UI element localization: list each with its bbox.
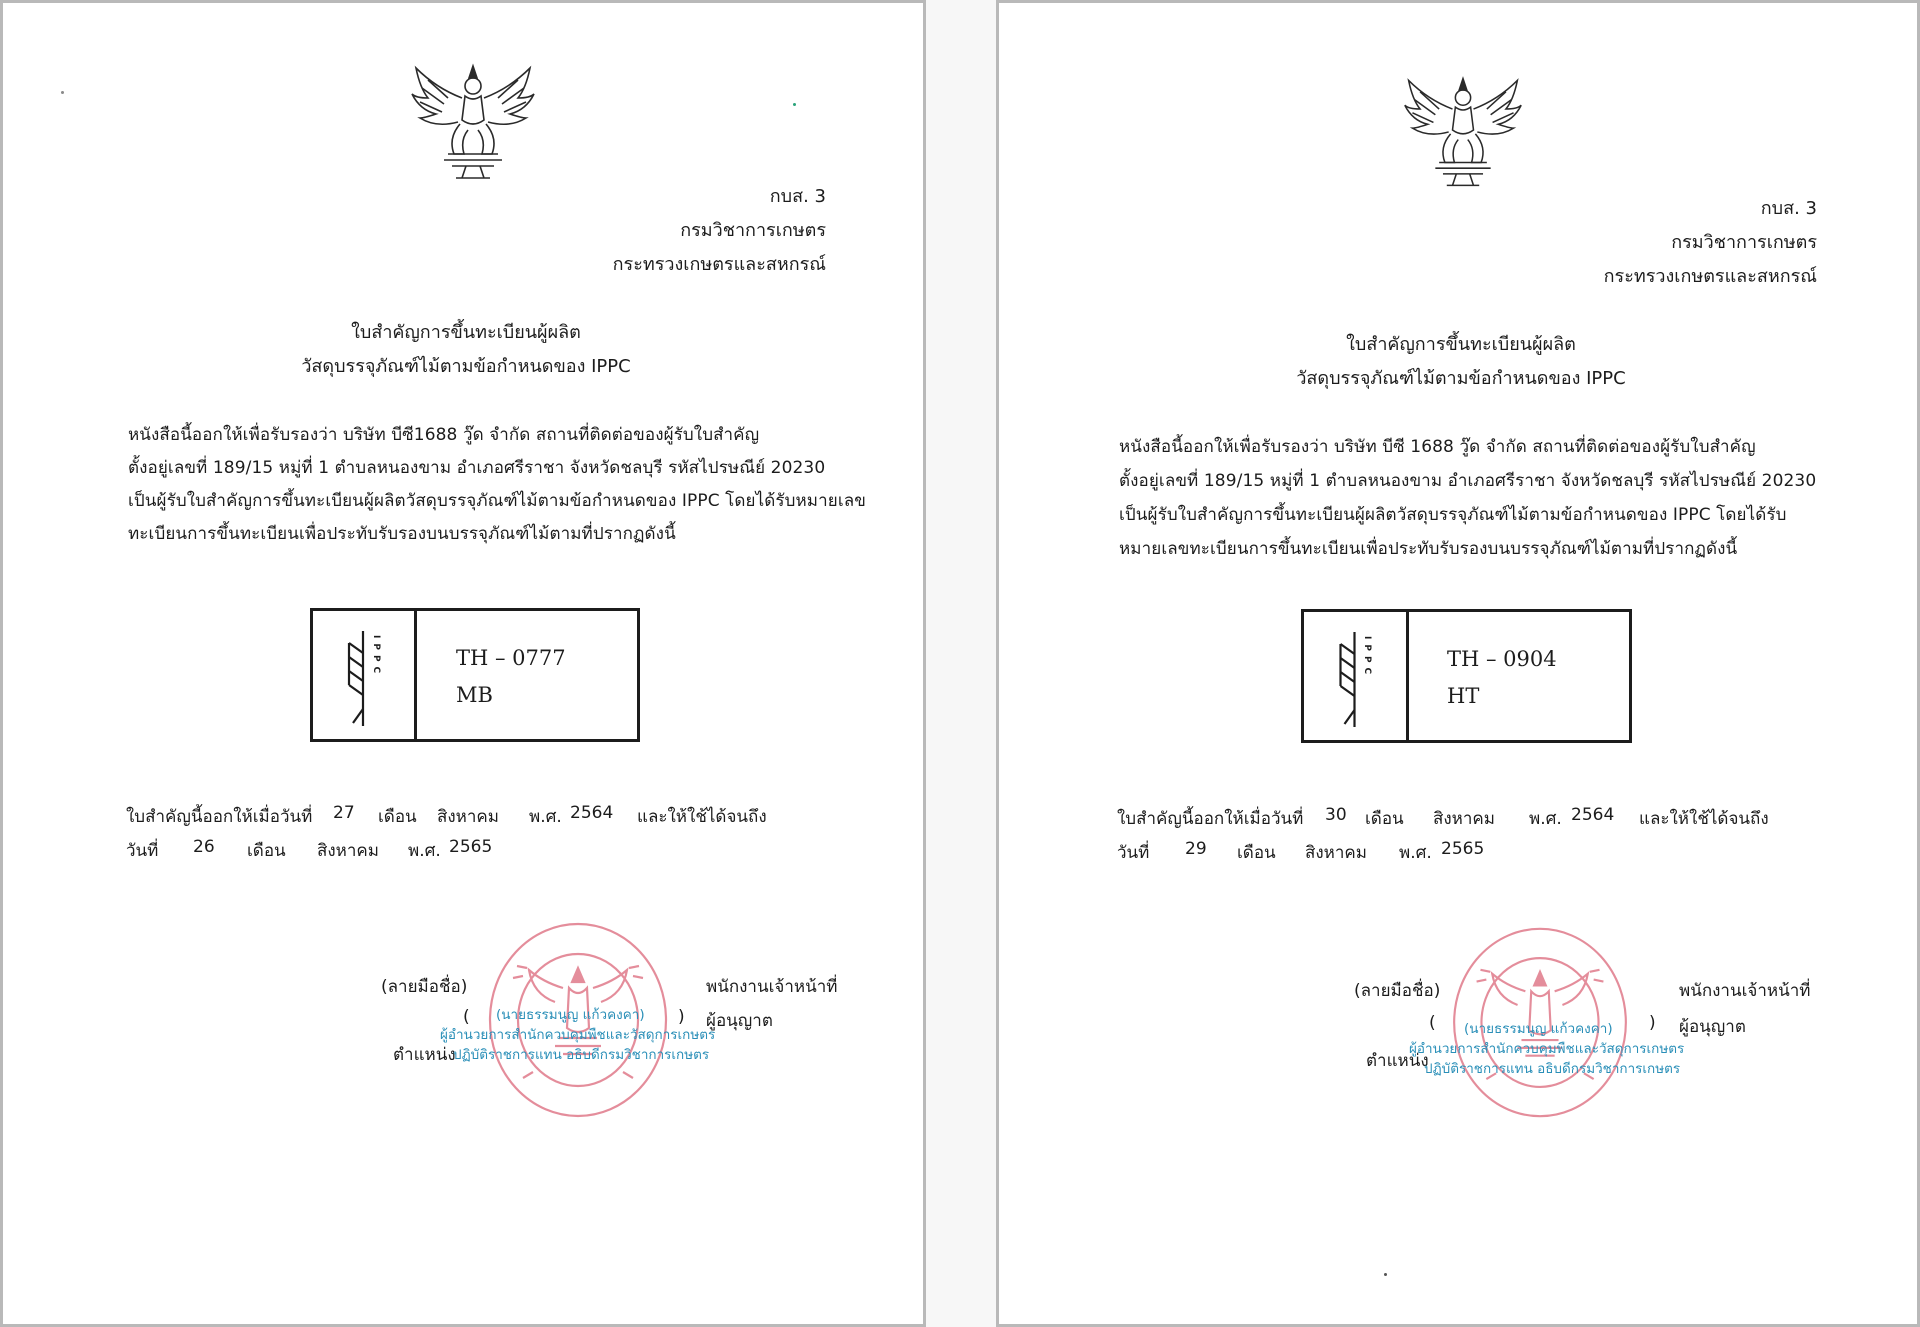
- registration-number: TH – 0904: [1447, 647, 1557, 671]
- day-label: วันที่: [126, 841, 159, 861]
- registration-number: TH – 0777: [456, 646, 566, 670]
- certificate-page-1: [0, 0, 926, 1327]
- signer-title-stamp: ผู้อำนวยการสำนักควบคุมพืชและวัสดุการเกษตร: [1409, 1041, 1685, 1057]
- body-line-2: ตั้งอยู่เลขที่ 189/15 หมู่ที่ 1 ตำบลหนองขาม อำเภอศรีราชา จังหวัดชลบุรี รหัสไปรษณีย์ 20230: [1119, 471, 1817, 491]
- valid-until-label: และให้ใช้ได้จนถึง: [1639, 809, 1769, 829]
- form-number: กบส. 3: [1760, 198, 1817, 219]
- ippc-registration-mark: [1301, 609, 1632, 743]
- signature-label: (ลายมือชื่อ): [1354, 981, 1441, 1001]
- department-name: กรมวิชาการเกษตร: [680, 220, 826, 241]
- month-label: เดือน: [247, 841, 286, 861]
- issued-day: 27: [333, 803, 355, 823]
- certificate-title-line1: ใบสำคัญการขึ้นทะเบียนผู้ผลิต: [351, 322, 581, 343]
- signer-acting-stamp: ปฏิบัติราชการแทน อธิบดีกรมวิชาการเกษตร: [453, 1047, 710, 1063]
- treatment-code: MB: [456, 683, 493, 707]
- open-paren: (: [463, 1007, 470, 1027]
- month-label: เดือน: [1365, 809, 1404, 829]
- form-number: กบส. 3: [769, 186, 826, 207]
- speck: [793, 103, 796, 106]
- signer-name-stamp: (นายธรรมนูญ แก้วคงคา): [1464, 1021, 1613, 1037]
- valid-year: 2565: [1441, 839, 1485, 859]
- valid-day: 29: [1185, 839, 1207, 859]
- ippc-wheat-icon: [313, 611, 416, 739]
- officer-label: พนักงานเจ้าหน้าที่: [1679, 981, 1811, 1001]
- open-paren: (: [1429, 1013, 1436, 1033]
- body-line-4: ทะเบียนการขึ้นทะเบียนเพื่อประทับรับรองบนบรรจุภัณฑ์ไม้ตามที่ปรากฏดังนี้: [128, 524, 676, 544]
- officer-label: พนักงานเจ้าหน้าที่: [706, 977, 838, 997]
- position-label: ตำแหน่ง: [1366, 1051, 1429, 1071]
- close-paren: ): [678, 1007, 685, 1027]
- body-line-3: เป็นผู้รับใบสำคัญการขึ้นทะเบียนผู้ผลิตวัสดุบรรจุภัณฑ์ไม้ตามข้อกำหนดของ IPPC โดยได้รับหมายเลข: [128, 491, 866, 511]
- signer-acting-stamp: ปฏิบัติราชการแทน อธิบดีกรมวิชาการเกษตร: [1424, 1061, 1681, 1077]
- licensor-label: ผู้อนุญาต: [1679, 1017, 1746, 1037]
- valid-year: 2565: [449, 837, 493, 857]
- ippc-registration-mark: [310, 608, 640, 742]
- certificate-title-line1: ใบสำคัญการขึ้นทะเบียนผู้ผลิต: [1346, 334, 1576, 355]
- close-paren: ): [1649, 1013, 1656, 1033]
- signature-label: (ลายมือชื่อ): [381, 977, 468, 997]
- certificate-title-line2: วัสดุบรรจุภัณฑ์ไม้ตามข้อกำหนดของ IPPC: [301, 356, 631, 377]
- valid-until-label: และให้ใช้ได้จนถึง: [637, 807, 767, 827]
- month-label: เดือน: [1237, 843, 1276, 863]
- body-line-1: หนังสือนี้ออกให้เพื่อรับรองว่า บริษัท บีซี 1688 วู๊ด จำกัด สถานที่ติดต่อของผู้รับใบสำคัญ: [1119, 437, 1756, 457]
- year-label: พ.ศ.: [1399, 843, 1432, 863]
- certificate-page-2: [996, 0, 1920, 1327]
- issued-year: 2564: [1571, 805, 1615, 825]
- body-line-2: ตั้งอยู่เลขที่ 189/15 หมู่ที่ 1 ตำบลหนองขาม อำเภอศรีราชา จังหวัดชลบุรี รหัสไปรษณีย์ 20230: [128, 458, 826, 478]
- issued-month: สิงหาคม: [437, 807, 500, 827]
- issued-year: 2564: [570, 803, 614, 823]
- issued-month: สิงหาคม: [1433, 809, 1496, 829]
- issued-day: 30: [1325, 805, 1347, 825]
- year-label: พ.ศ.: [1529, 809, 1562, 829]
- body-line-1: หนังสือนี้ออกให้เพื่อรับรองว่า บริษัท บีซี1688 วู๊ด จำกัด สถานที่ติดต่อของผู้รับใบสำคัญ: [128, 425, 760, 445]
- month-label: เดือน: [378, 807, 417, 827]
- year-label: พ.ศ.: [408, 841, 441, 861]
- speck: [61, 91, 64, 94]
- ippc-wheat-icon: [1304, 612, 1408, 740]
- day-label: วันที่: [1117, 843, 1150, 863]
- ippc-letters: IPPC: [371, 635, 381, 679]
- issued-label: ใบสำคัญนี้ออกให้เมื่อวันที่: [126, 807, 313, 827]
- signer-name-stamp: (นายธรรมนูญ แก้วคงคา): [496, 1007, 645, 1023]
- licensor-label: ผู้อนุญาต: [706, 1011, 773, 1031]
- speck: [1384, 1273, 1387, 1276]
- body-line-4: หมายเลขทะเบียนการขึ้นทะเบียนเพื่อประทับรับรองบนบรรจุภัณฑ์ไม้ตามที่ปรากฏดังนี้: [1119, 539, 1738, 559]
- ministry-name: กระทรวงเกษตรและสหกรณ์: [1603, 266, 1817, 287]
- ippc-letters: IPPC: [1362, 636, 1372, 680]
- signer-title-stamp: ผู้อำนวยการสำนักควบคุมพืชและวัสดุการเกษตร: [440, 1027, 716, 1043]
- valid-month: สิงหาคม: [317, 841, 380, 861]
- garuda-emblem-icon: [408, 58, 538, 183]
- valid-day: 26: [193, 837, 215, 857]
- issued-label: ใบสำคัญนี้ออกให้เมื่อวันที่: [1117, 809, 1304, 829]
- treatment-code: HT: [1447, 684, 1480, 708]
- certificate-title-line2: วัสดุบรรจุภัณฑ์ไม้ตามข้อกำหนดของ IPPC: [1296, 368, 1626, 389]
- valid-month: สิงหาคม: [1305, 843, 1368, 863]
- department-name: กรมวิชาการเกษตร: [1671, 232, 1817, 253]
- position-label: ตำแหน่ง: [393, 1045, 456, 1065]
- ministry-name: กระทรวงเกษตรและสหกรณ์: [612, 254, 826, 275]
- garuda-emblem-icon: [1401, 68, 1525, 193]
- body-line-3: เป็นผู้รับใบสำคัญการขึ้นทะเบียนผู้ผลิตวัสดุบรรจุภัณฑ์ไม้ตามข้อกำหนดของ IPPC โดยได้รับ: [1119, 505, 1787, 525]
- year-label: พ.ศ.: [529, 807, 562, 827]
